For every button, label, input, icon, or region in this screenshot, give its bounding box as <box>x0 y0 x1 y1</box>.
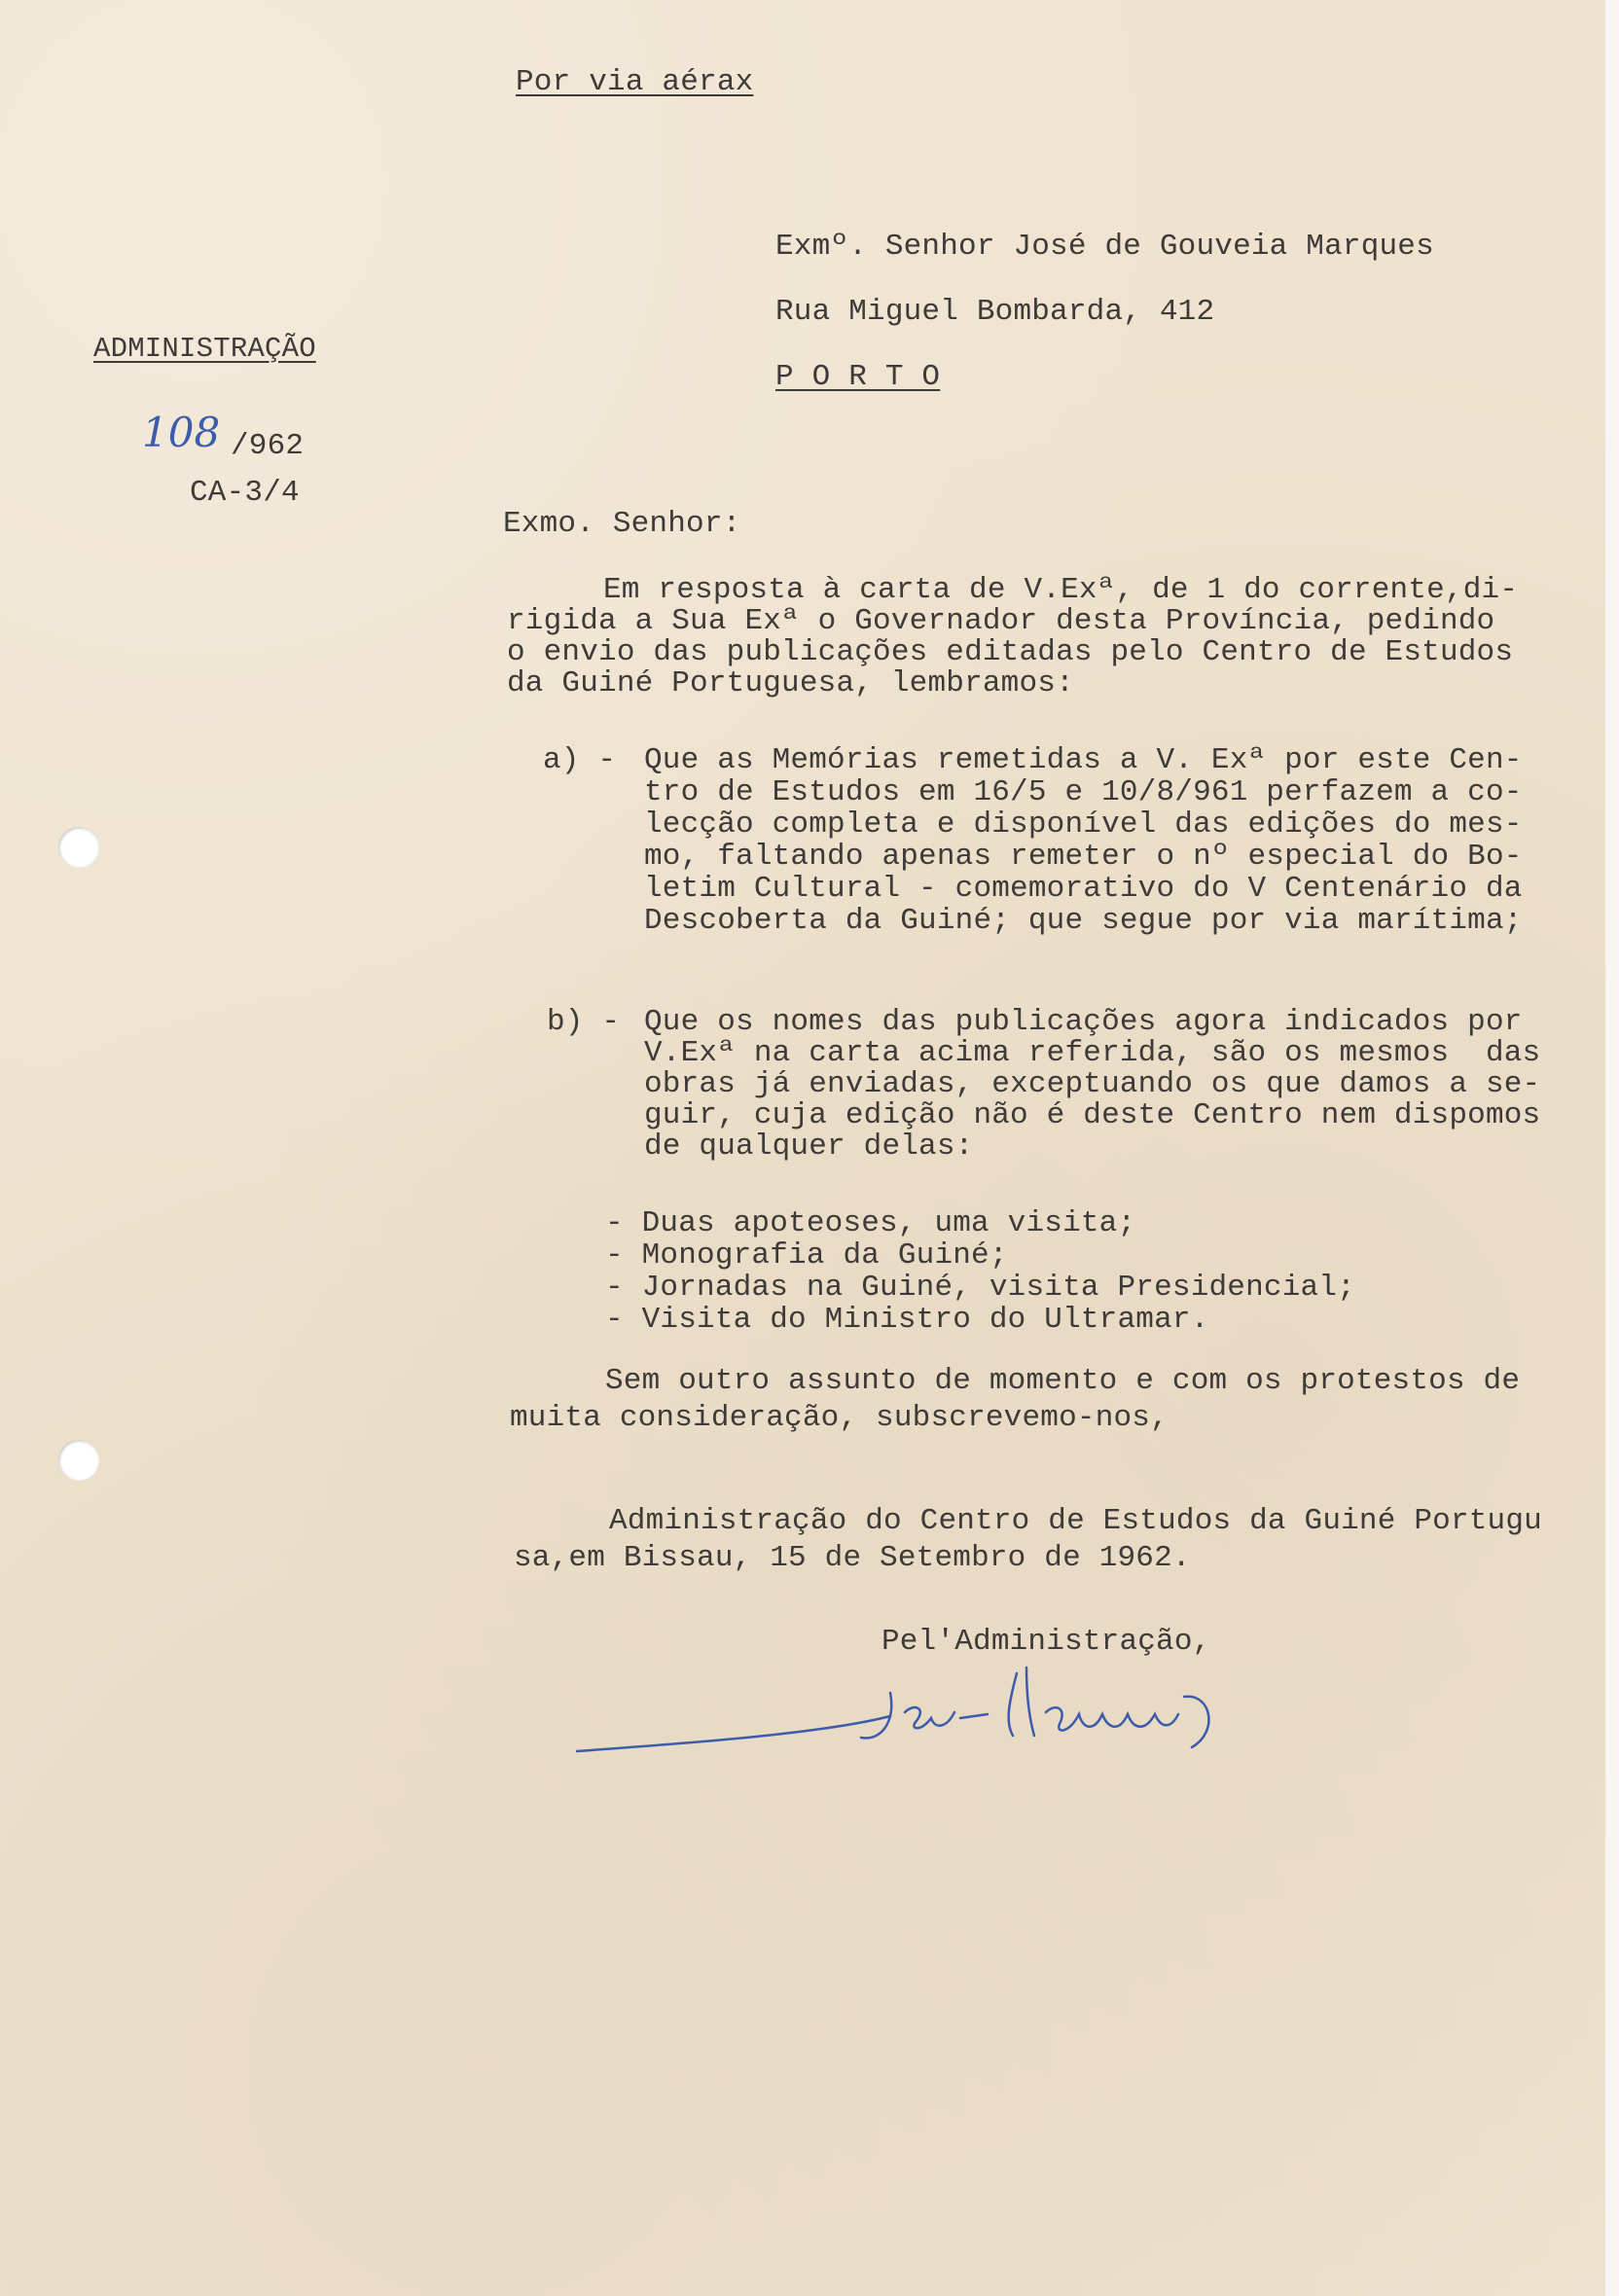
item-a-line: Que as Memórias remetidas a V. Exª por este Cen- <box>644 743 1523 777</box>
item-a-line: lecção completa e disponível das edições do mes- <box>644 807 1523 842</box>
item-b-line: Que os nomes das publicações agora indicados por <box>644 1005 1523 1039</box>
handwritten-reference-number: 108 <box>142 409 221 456</box>
addressee-city: P O R T O <box>775 360 941 394</box>
item-a-line: tro de Estudos em 16/5 e 10/8/961 perfazem a co- <box>644 775 1523 809</box>
item-b-line: obras já enviadas, exceptuando os que damos a se- <box>644 1067 1541 1101</box>
item-a-line: Descoberta da Guiné; que segue por via marítima; <box>644 904 1523 938</box>
delivery-note: Por via aérax <box>516 65 754 99</box>
place-date-line: sa,em Bissau, 15 de Setembro de 1962. <box>514 1541 1191 1575</box>
closing-line: Sem outro assunto de momento e com os protestos de <box>605 1364 1521 1398</box>
item-b-line: V.Exª na carta acima referida, são os mesmos das <box>644 1036 1541 1070</box>
handwritten-signature <box>569 1654 1250 1790</box>
sender-department: ADMINISTRAÇÃO <box>93 333 316 365</box>
place-date-line: Administração do Centro de Estudos da Guiné Portugu <box>609 1504 1542 1538</box>
intro-line: da Guiné Portuguesa, lembramos: <box>507 666 1074 700</box>
item-b-line: guir, cuja edição não é deste Centro nem dispomos <box>644 1098 1541 1132</box>
publication-item: - Visita do Ministro do Ultramar. <box>605 1303 1209 1337</box>
publication-item: - Jornadas na Guiné, visita Presidencial; <box>605 1271 1355 1305</box>
punch-hole <box>58 827 99 868</box>
salutation: Exmo. Senhor: <box>503 507 741 541</box>
item-b-marker: b) - <box>547 1005 621 1039</box>
closing-line: muita consideração, subscrevemo-nos, <box>510 1401 1169 1435</box>
punch-hole <box>58 1440 99 1481</box>
addressee-street: Rua Miguel Bombarda, 412 <box>775 295 1215 329</box>
addressee-name: Exmº. Senhor José de Gouveia Marques <box>775 230 1434 264</box>
item-a-marker: a) - <box>543 743 617 777</box>
signoff: Pel'Administração, <box>881 1625 1211 1659</box>
reference-code: CA-3/4 <box>190 476 300 510</box>
item-a-line: letim Cultural - comemorativo do V Centenário da <box>644 872 1523 906</box>
item-b-line: de qualquer delas: <box>644 1130 974 1164</box>
intro-line: o envio das publicações editadas pelo Centro de Estudos <box>507 635 1514 669</box>
publication-item: - Monografia da Guiné; <box>605 1238 1008 1273</box>
reference-year: /962 <box>231 429 305 463</box>
intro-line: Em resposta à carta de V.Exª, de 1 do corrente,di- <box>603 573 1519 607</box>
intro-line: rigida a Sua Exª o Governador desta Província, pedindo <box>507 604 1495 638</box>
background-edge <box>1605 0 1619 2296</box>
item-a-line: mo, faltando apenas remeter o nº especial do Bo- <box>644 840 1523 874</box>
publication-item: - Duas apoteoses, uma visita; <box>605 1206 1136 1240</box>
